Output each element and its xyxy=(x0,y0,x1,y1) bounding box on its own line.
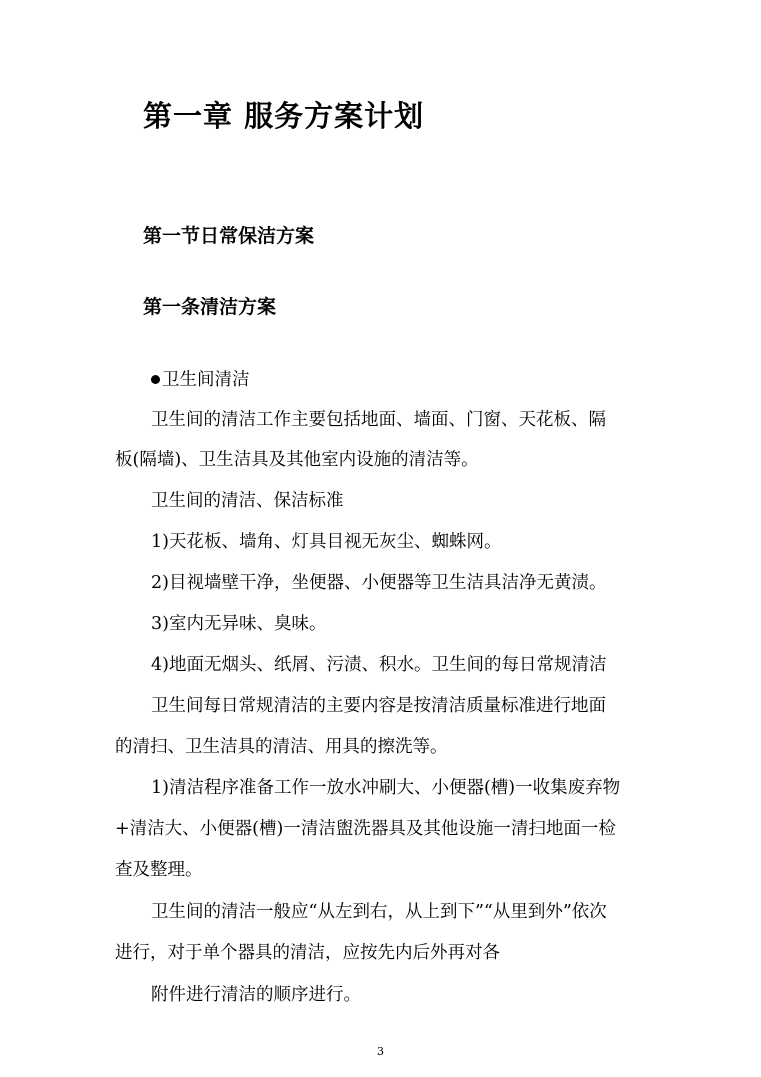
section-title: 第一节日常保洁方案 xyxy=(143,225,315,247)
chapter-title: 第一章 服务方案计划 xyxy=(143,99,425,133)
article-title: 第一条清洁方案 xyxy=(143,296,277,318)
paragraph-line: 板(隔墙)、卫生洁具及其他室内设施的清洁等。 xyxy=(115,450,479,470)
list-item: 2)目视墙壁干净，坐便器、小便器等卫生洁具洁净无黄渍。 xyxy=(151,573,607,593)
bullet-icon xyxy=(151,375,160,384)
list-item: 4)地面无烟头、纸屑、污渍、积水。卫生间的每日常规清洁 xyxy=(151,655,607,675)
list-item: 1)天花板、墙角、灯具目视无灰尘、蜘蛛网。 xyxy=(151,532,502,552)
paragraph-line: 卫生间每日常规清洁的主要内容是按清洁质量标准进行地面 xyxy=(151,696,606,716)
bullet-heading-text: 卫生间清洁 xyxy=(162,370,250,390)
paragraph-line: +清洁大、小便器(槽)一清洁盥洗器具及其他设施一清扫地面一检 xyxy=(115,819,616,839)
list-item: 3)室内无异味、臭味。 xyxy=(151,614,327,634)
paragraph-line: 进行，对于单个器具的清洁，应按先内后外再对各 xyxy=(115,943,500,963)
paragraph-line: 卫生间的清洁一般应“从左到右，从上到下”“从里到外”依次 xyxy=(151,902,607,922)
bullet-heading xyxy=(151,366,250,391)
paragraph-line: 卫生间的清洁、保洁标准 xyxy=(151,491,344,511)
paragraph-line: 1)清洁程序准备工作一放水冲刷大、小便器(槽)一收集废弃物 xyxy=(151,778,621,798)
paragraph-line: 的清扫、卫生洁具的清洁、用具的擦洗等。 xyxy=(115,737,448,757)
paragraph-line: 附件进行清洁的顺序进行。 xyxy=(151,985,361,1005)
paragraph-line: 卫生间的清洁工作主要包括地面、墙面、门窗、天花板、隔 xyxy=(151,410,606,430)
page-number: 3 xyxy=(377,1045,384,1058)
paragraph-line: 查及整理。 xyxy=(115,860,203,880)
